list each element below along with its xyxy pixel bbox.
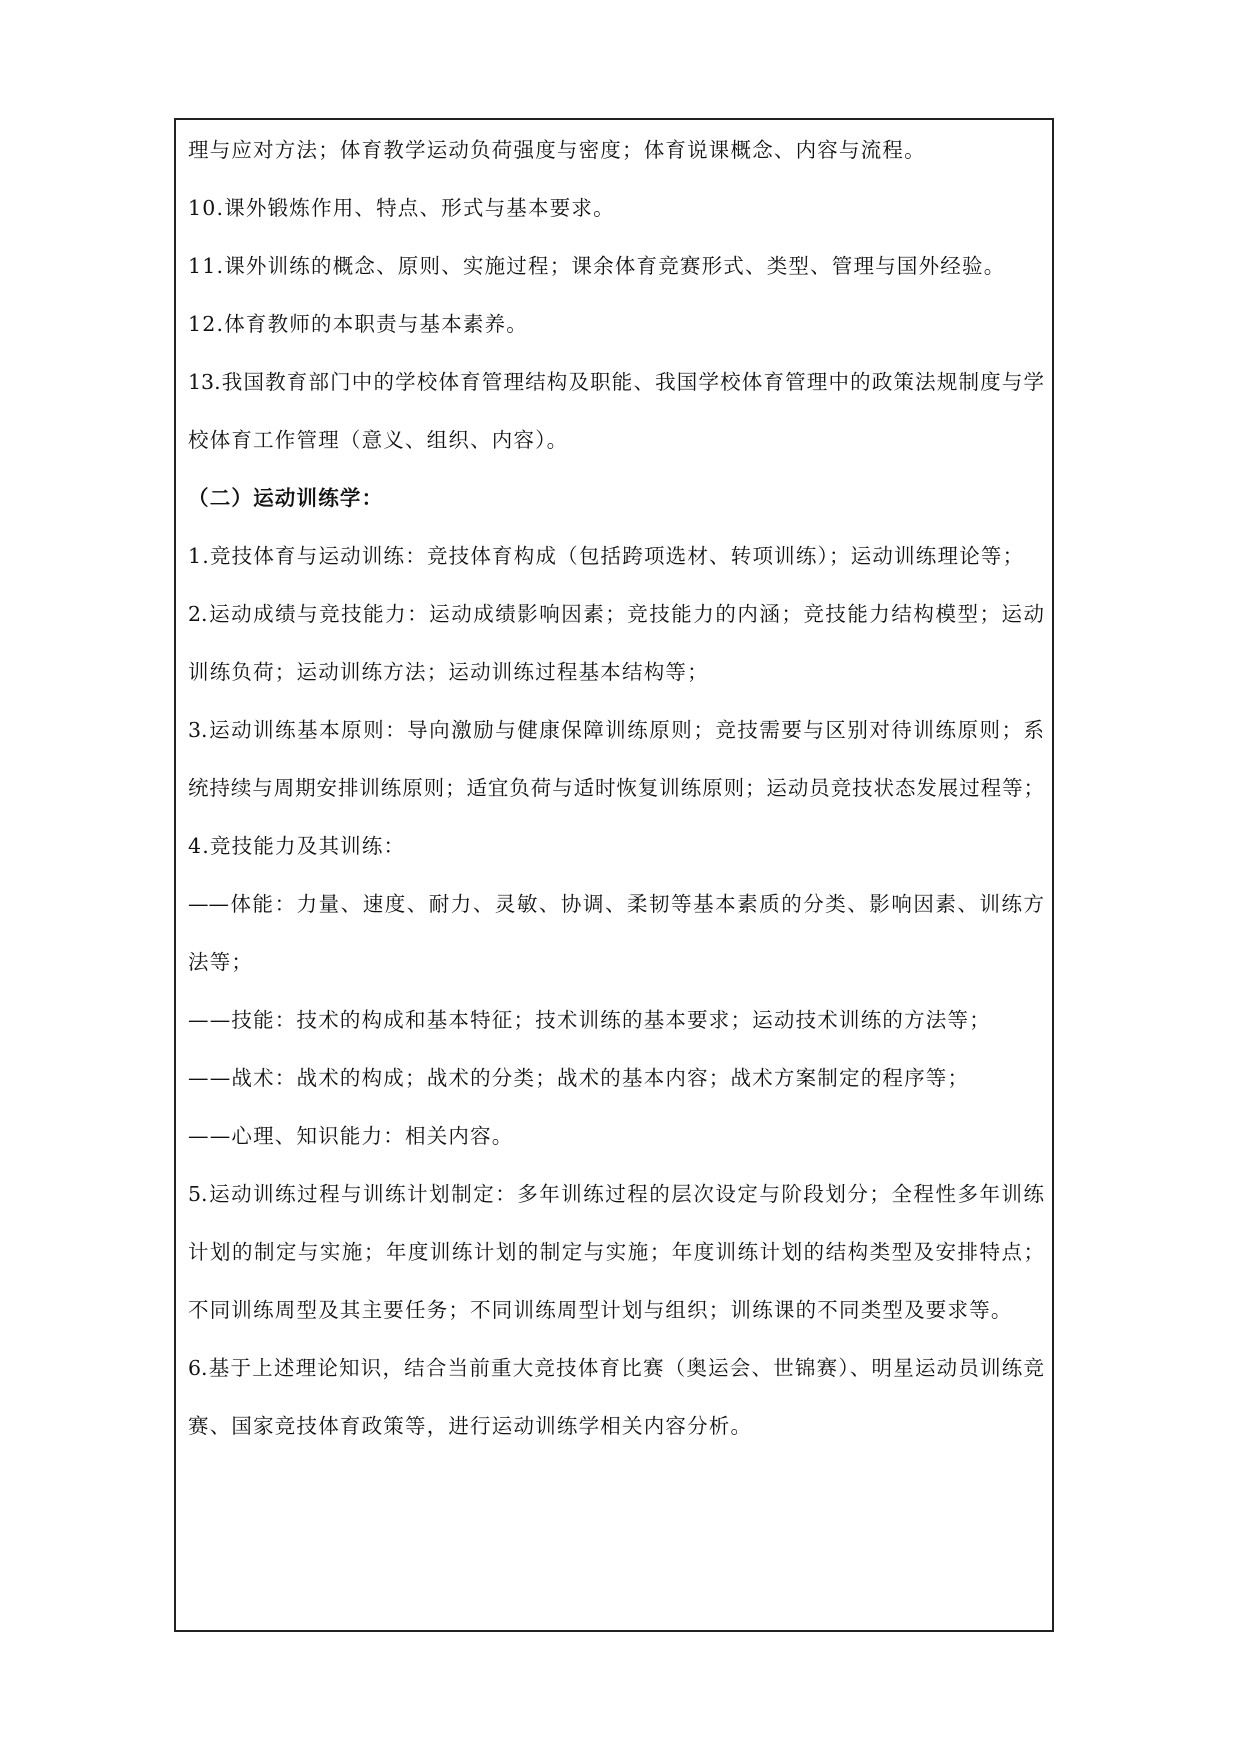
text-line: 4.竞技能力及其训练： — [188, 834, 406, 858]
text-line: 法等； — [188, 950, 254, 974]
text-line: 3.运动训练基本原则：导向激励与健康保障训练原则；竞技需要与区别对待训练原则；系 — [188, 718, 1044, 742]
text-line: 5.运动训练过程与训练计划制定：多年训练过程的层次设定与阶段划分；全程性多年训练 — [188, 1182, 1044, 1206]
content-table-cell — [174, 118, 1054, 1632]
text-line: 10.课外锻炼作用、特点、形式与基本要求。 — [188, 196, 615, 220]
text-line: 赛、国家竞技体育政策等，进行运动训练学相关内容分析。 — [188, 1414, 753, 1438]
text-line: 13.我国教育部门中的学校体育管理结构及职能、我国学校体育管理中的政策法规制度与学 — [188, 370, 1044, 394]
text-line: 不同训练周型及其主要任务；不同训练周型计划与组织；训练课的不同类型及要求等。 — [188, 1298, 1013, 1322]
text-line: 6.基于上述理论知识，结合当前重大竞技体育比赛（奥运会、世锦赛）、明星运动员训练竞 — [188, 1356, 1044, 1380]
text-line: ——心理、知识能力：相关内容。 — [188, 1124, 514, 1148]
text-line: 11.课外训练的概念、原则、实施过程；课余体育竞赛形式、类型、管理与国外经验。 — [188, 254, 1006, 278]
text-line: 1.竞技体育与运动训练：竞技体育构成（包括跨项选材、转项训练）；运动训练理论等； — [188, 544, 1025, 568]
text-line: 2.运动成绩与竞技能力：运动成绩影响因素；竞技能力的内涵；竞技能力结构模型；运动 — [188, 602, 1044, 626]
text-line: ——战术：战术的构成；战术的分类；战术的基本内容；战术方案制定的程序等； — [188, 1066, 970, 1090]
section-heading: （二）运动训练学： — [188, 486, 384, 510]
text-line: 统持续与周期安排训练原则；适宜负荷与适时恢复训练原则；运动员竞技状态发展过程等； — [188, 776, 1044, 800]
text-line: 12.体育教师的本职责与基本素养。 — [188, 312, 529, 336]
text-line: 校体育工作管理（意义、组织、内容）。 — [188, 428, 569, 452]
text-line: 训练负荷；运动训练方法；运动训练过程基本结构等； — [188, 660, 709, 684]
text-line: ——体能：力量、速度、耐力、灵敏、协调、柔韧等基本素质的分类、影响因素、训练方 — [188, 892, 1044, 916]
text-line: 理与应对方法；体育教学运动负荷强度与密度；体育说课概念、内容与流程。 — [188, 138, 926, 162]
text-line: ——技能：技术的构成和基本特征；技术训练的基本要求；运动技术训练的方法等； — [188, 1008, 991, 1032]
text-line: 计划的制定与实施；年度训练计划的制定与实施；年度训练计划的结构类型及安排特点； — [188, 1240, 1044, 1264]
